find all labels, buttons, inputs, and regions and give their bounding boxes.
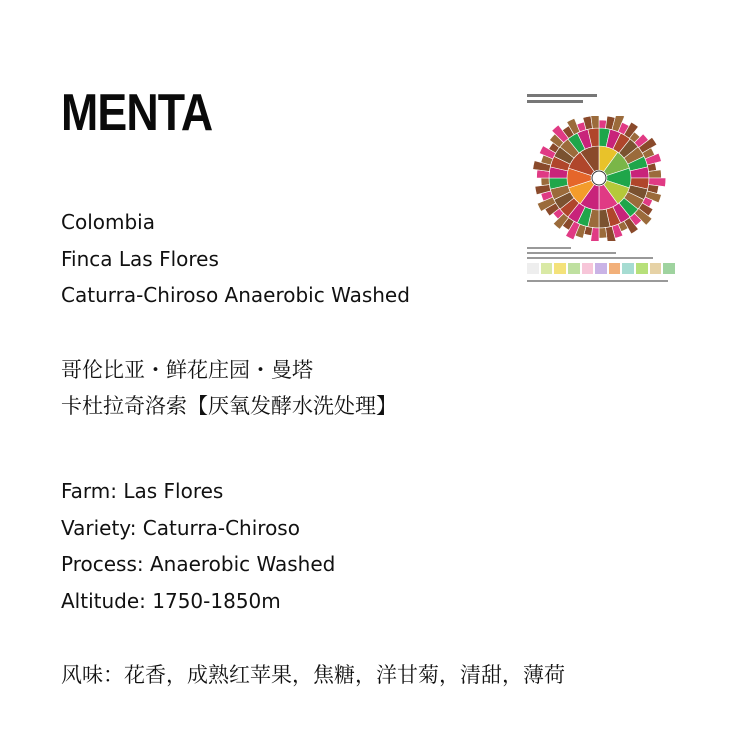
- country-label: Colombia: [61, 210, 155, 234]
- details-block: [61, 473, 335, 619]
- farm-detail: Farm: Las Flores: [61, 479, 224, 503]
- farm-label: Finca Las Flores: [61, 246, 219, 271]
- variety-detail: Variety: Caturra-Chiroso: [61, 515, 300, 540]
- flavor-wheel-thumbnail: [521, 86, 679, 302]
- flavor-wheel-icon: [527, 116, 675, 241]
- product-title: MENTA: [61, 84, 213, 142]
- variety-process-label: Caturra-Chiroso Anaerobic Washed: [61, 283, 410, 307]
- flavor-wheel-header: [527, 94, 597, 106]
- origin-cn-line-2: 卡杜拉奇洛索【厌氧发酵水洗处理】: [61, 394, 397, 418]
- origin-cn-line-1: 哥伦比亚・鲜花庄园・曼塔: [61, 358, 313, 382]
- altitude-detail: Altitude: 1750-1850m: [61, 588, 281, 613]
- flavor-notes: [61, 657, 565, 693]
- origin-en-block: [61, 204, 410, 314]
- legend-swatches: [527, 263, 675, 274]
- flavor-wheel-legend: [527, 244, 675, 285]
- origin-cn-block: [61, 352, 397, 424]
- flavor-text: 风味：花香，成熟红苹果，焦糖，洋甘菊，清甜，薄荷: [61, 663, 565, 687]
- process-detail: Process: Anaerobic Washed: [61, 552, 336, 576]
